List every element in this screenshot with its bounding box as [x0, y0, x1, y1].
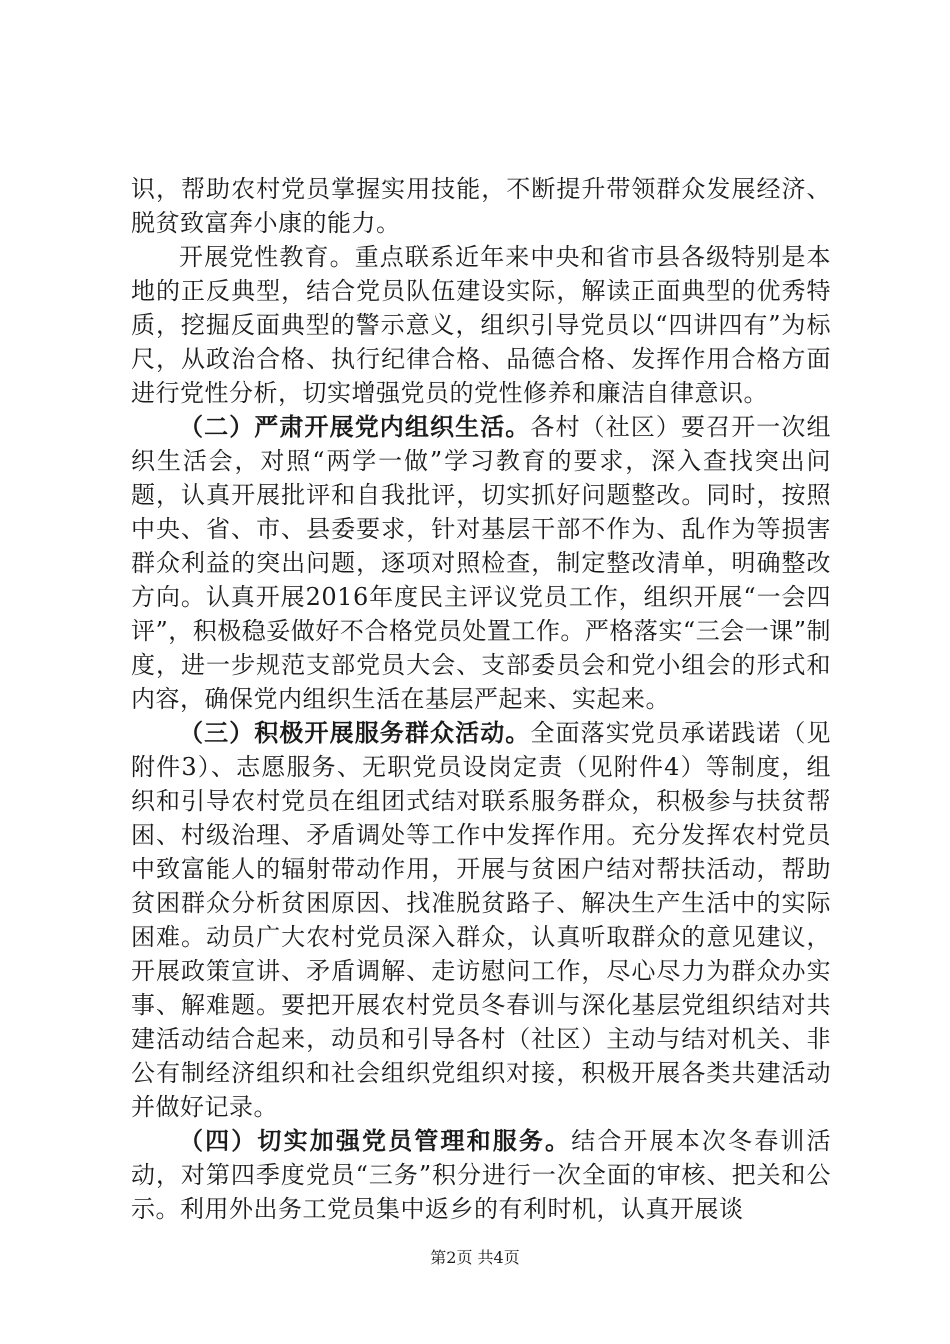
- document-body: [131, 172, 831, 1226]
- paragraph-5-text: 结合开展本次冬春训活动，对第四季度党员“三务”积分进行一次全面的审核、把关和公示。利用外出务工党员集中返乡的有利时机，认真开展谈: [131, 1127, 831, 1223]
- paragraph-2: [131, 240, 831, 410]
- paragraph-2-text: 开展党性教育。重点联系近年来中央和省市县各级特别是本地的正反典型，结合党员队伍建设实际，解读正面典型的优秀特质，挖掘反面典型的警示意义，组织引导党员以“四讲四有”为标尺，从政治合格、执行纪律合格、品德合格、发挥作用合格方面进行党性分析，切实增强党员的党性修养和廉洁自律意识。: [131, 243, 831, 407]
- paragraph-1: [131, 172, 831, 240]
- section-heading-3: （三）积极开展服务群众活动。: [179, 719, 531, 747]
- paragraph-1-text: 识，帮助农村党员掌握实用技能，不断提升带领群众发展经济、脱贫致富奔小康的能力。: [131, 175, 831, 237]
- section-heading-2: （二）严肃开展党内组织生活。: [179, 413, 531, 441]
- page-number-footer: 第2页 共4页: [430, 1248, 520, 1267]
- paragraph-3-text: 各村（社区）要召开一次组织生活会，对照“两学一做”学习教育的要求，深入查找突出问题，认真开展批评和自我批评，切实抓好问题整改。同时，按照中央、省、市、县委要求，针对基层干部不作为、乱作为等损害群众利益的突出问题，逐项对照检查，制定整改清单，明确整改方向。认真开展2016年度民主评议党员工作，组织开展“一会四评”，积极稳妥做好不合格党员处置工作。严格落实“三会一课”制度，进一步规范支部党员大会、支部委员会和党小组会的形式和内容，确保党内组织生活在基层严起来、实起来。: [131, 413, 832, 713]
- paragraph-5: [131, 1124, 831, 1226]
- paragraph-3: [131, 410, 831, 716]
- paragraph-4-text: 全面落实党员承诺践诺（见附件3）、志愿服务、无职党员设岗定责（见附件4）等制度，组织和引导农村党员在组团式结对联系服务群众，积极参与扶贫帮困、村级治理、矛盾调处等工作中发挥作用。充分发挥农村党员中致富能人的辐射带动作用，开展与贫困户结对帮扶活动，帮助贫困群众分析贫困原因、找准脱贫路子、解决生产生活中的实际困难。动员广大农村党员深入群众，认真听取群众的意见建议，开展政策宣讲、矛盾调解、走访慰问工作，尽心尽力为群众办实事、解难题。要把开展农村党员冬春训与深化基层党组织结对共建活动结合起来，动员和引导各村（社区）主动与结对机关、非公有制经济组织和社会组织党组织对接，积极开展各类共建活动并做好记录。: [131, 719, 832, 1121]
- paragraph-4: [131, 716, 831, 1124]
- section-heading-4: （四）切实加强党员管理和服务。: [179, 1127, 572, 1155]
